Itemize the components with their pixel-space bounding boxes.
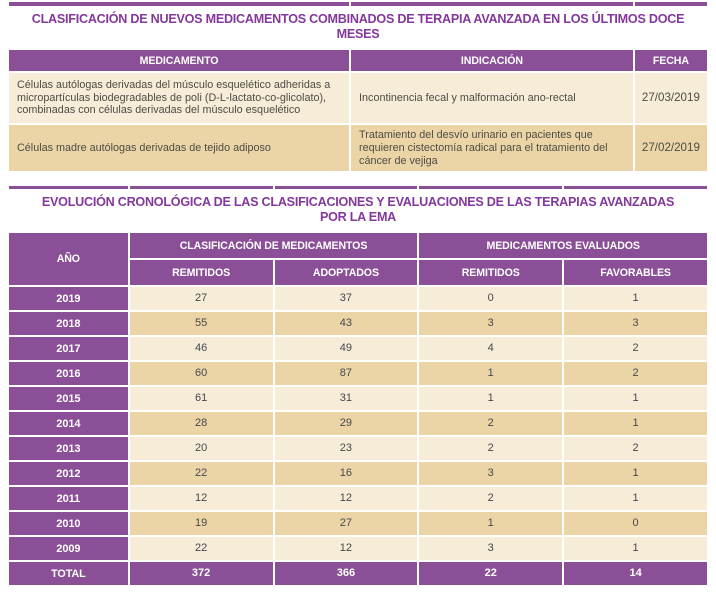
table-row (9, 73, 707, 123)
value-cell: 12 (130, 487, 273, 510)
col-group-evaluados: MEDICAMENTOS EVALUADOS (419, 233, 707, 258)
value-cell: 1 (564, 412, 707, 435)
border-segment (9, 186, 128, 189)
value-cell: 3 (419, 312, 562, 335)
border-segment (351, 2, 633, 6)
value-cell: 0 (419, 287, 562, 310)
year-cell: 2013 (9, 437, 128, 460)
year-cell: 2009 (9, 537, 128, 560)
value-cell: 2 (419, 412, 562, 435)
value-cell: 1 (419, 387, 562, 410)
value-cell: 55 (130, 312, 273, 335)
table-row (9, 312, 707, 335)
table-row (9, 437, 707, 460)
total-label-cell: TOTAL (9, 562, 128, 585)
total-value-cell: 366 (275, 562, 418, 585)
value-cell: 2 (564, 362, 707, 385)
year-cell: 2015 (9, 387, 128, 410)
border-segment (9, 2, 349, 6)
table2-group-header-row (9, 233, 707, 258)
value-cell: 23 (275, 437, 418, 460)
total-row (9, 562, 707, 585)
value-cell: 1 (564, 537, 707, 560)
table-row (9, 287, 707, 310)
col-header-fecha: FECHA (635, 50, 707, 71)
border-segment (419, 186, 562, 189)
medicamento-cell: Células madre autólogas derivadas de tejido adiposo (9, 125, 349, 171)
value-cell: 31 (275, 387, 418, 410)
col-group-clasificacion: CLASIFICACIÓN DE MEDICAMENTOS (130, 233, 418, 258)
value-cell: 22 (130, 537, 273, 560)
value-cell: 2 (419, 437, 562, 460)
value-cell: 1 (564, 487, 707, 510)
total-value-cell: 372 (130, 562, 273, 585)
value-cell: 3 (564, 312, 707, 335)
year-cell: 2017 (9, 337, 128, 360)
value-cell: 49 (275, 337, 418, 360)
col-subheader-adoptados: ADOPTADOS (275, 260, 418, 285)
value-cell: 29 (275, 412, 418, 435)
section1-top-border (9, 2, 707, 6)
value-cell: 28 (130, 412, 273, 435)
value-cell: 2 (419, 487, 562, 510)
border-segment (635, 2, 707, 6)
value-cell: 2 (564, 437, 707, 460)
medicamento-cell: Células autólogas derivadas del músculo esquelético adheridas a micropartículas biodegradables de poli (D-L-lactato-co-glicolato), combinadas con células derivadas del músculo esquelético (9, 73, 349, 123)
value-cell: 0 (564, 512, 707, 535)
value-cell: 4 (419, 337, 562, 360)
fecha-cell: 27/03/2019 (635, 73, 707, 123)
value-cell: 27 (275, 512, 418, 535)
border-segment (275, 186, 418, 189)
indicacion-cell: Tratamiento del desvío urinario en pacientes que requieren cistectomía radical para el tratamiento del cáncer de vejiga (351, 125, 633, 171)
col-subheader-favorables: FAVORABLES (564, 260, 707, 285)
total-value-cell: 14 (564, 562, 707, 585)
section1-title: CLASIFICACIÓN DE NUEVOS MEDICAMENTOS COMBINADOS DE TERAPIA AVANZADA EN LOS ÚLTIMOS DOCE MESES (31, 12, 685, 41)
total-value-cell: 22 (419, 562, 562, 585)
table-row (9, 512, 707, 535)
section2-title-line2: POR LA EMA (319, 210, 397, 225)
value-cell: 1 (419, 512, 562, 535)
value-cell: 61 (130, 387, 273, 410)
year-cell: 2011 (9, 487, 128, 510)
border-segment (130, 186, 273, 189)
year-cell: 2019 (9, 287, 128, 310)
combined-medicines-table (7, 0, 709, 173)
table-row (9, 362, 707, 385)
value-cell: 22 (130, 462, 273, 485)
section2-title-row (9, 191, 707, 231)
col-subheader-remitidos-2: REMITIDOS (419, 260, 562, 285)
value-cell: 2 (564, 337, 707, 360)
table-row (9, 337, 707, 360)
year-cell: 2014 (9, 412, 128, 435)
value-cell: 1 (564, 387, 707, 410)
table-row (9, 487, 707, 510)
col-subheader-remitidos-1: REMITIDOS (130, 260, 273, 285)
table-row (9, 462, 707, 485)
section2-top-border (9, 186, 707, 189)
year-cell: 2010 (9, 512, 128, 535)
year-cell: 2018 (9, 312, 128, 335)
year-cell: 2012 (9, 462, 128, 485)
value-cell: 46 (130, 337, 273, 360)
fecha-cell: 27/02/2019 (635, 125, 707, 171)
value-cell: 60 (130, 362, 273, 385)
value-cell: 1 (564, 287, 707, 310)
table1-header-row (9, 50, 707, 71)
table-row (9, 125, 707, 171)
col-header-medicamento: MEDICAMENTO (9, 50, 349, 71)
value-cell: 19 (130, 512, 273, 535)
value-cell: 12 (275, 537, 418, 560)
value-cell: 1 (419, 362, 562, 385)
table-row (9, 387, 707, 410)
value-cell: 12 (275, 487, 418, 510)
section2-title-line1: EVOLUCIÓN CRONOLÓGICA DE LAS CLASIFICACIONES Y EVALUACIONES DE LAS TERAPIAS AVANZADAS (41, 195, 675, 210)
col-header-ano: AÑO (9, 233, 128, 285)
value-cell: 37 (275, 287, 418, 310)
value-cell: 87 (275, 362, 418, 385)
value-cell: 3 (419, 537, 562, 560)
value-cell: 3 (419, 462, 562, 485)
value-cell: 1 (564, 462, 707, 485)
border-segment (564, 186, 707, 189)
year-cell: 2016 (9, 362, 128, 385)
indicacion-cell: Incontinencia fecal y malformación ano-rectal (351, 73, 633, 123)
value-cell: 43 (275, 312, 418, 335)
table-row (9, 537, 707, 560)
value-cell: 27 (130, 287, 273, 310)
section1-title-row (9, 8, 707, 48)
value-cell: 20 (130, 437, 273, 460)
table-row (9, 412, 707, 435)
col-header-indicacion: INDICACIÓN (351, 50, 633, 71)
value-cell: 16 (275, 462, 418, 485)
ema-chronology-table (7, 184, 709, 587)
